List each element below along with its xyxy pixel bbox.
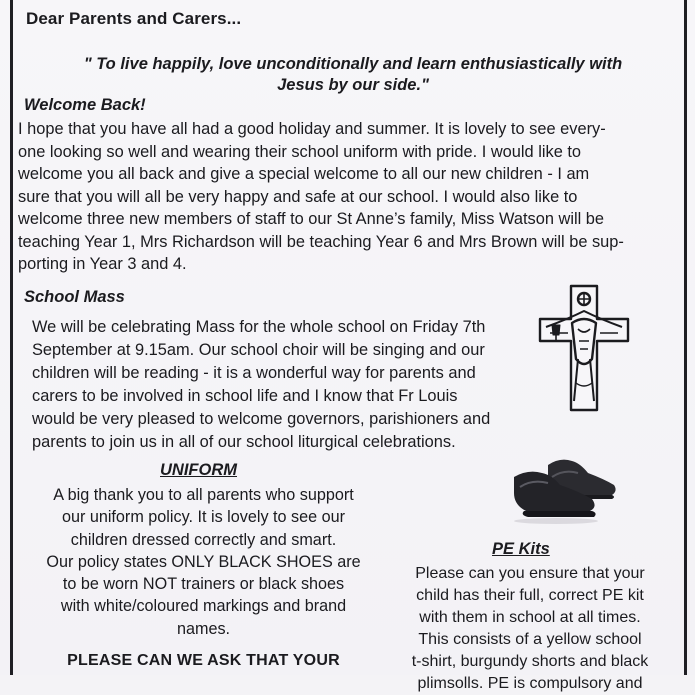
paragraph-line: This consists of a yellow school xyxy=(418,631,642,648)
paragraph-line: Please can you ensure that your xyxy=(415,565,645,582)
paragraph-line: I hope that you have all had a good holiday and summer. It is lovely to see every- xyxy=(18,120,606,138)
paragraph-line: with them in school at all times. xyxy=(419,609,641,626)
motto-line: " To live happily, love unconditionally and learn enthusiastically with xyxy=(83,55,623,73)
paragraph-line: t-shirt, burgundy shorts and black xyxy=(411,653,649,670)
paragraph-line: parents to join us in all of our school liturgical celebrations. xyxy=(32,433,456,451)
black-plimsolls-icon xyxy=(508,455,620,529)
crucifix-icon xyxy=(538,283,630,413)
pe-kits-paragraph xyxy=(386,563,674,695)
paragraph-line: our uniform policy. It is lovely to see our xyxy=(61,508,346,527)
paragraph-line: teaching Year 1, Mrs Richardson will be teaching Year 6 and Mrs Brown will be sup- xyxy=(18,232,624,251)
motto-line: Jesus by our side." xyxy=(277,76,429,94)
paragraph-line: would be very pleased to welcome governors, parishioners and xyxy=(32,410,491,428)
paragraph-line: welcome three new members of staff to our St Anne’s family, Miss Watson will be xyxy=(18,210,605,228)
greeting-heading: Dear Parents and Carers... xyxy=(26,9,242,28)
uniform-request-text: PLEASE CAN WE ASK THAT YOUR xyxy=(67,652,340,669)
paragraph-line: carers to be involved in school life and I know that Fr Louis xyxy=(32,387,458,405)
paragraph-line: Our policy states ONLY BLACK SHOES are xyxy=(46,552,361,571)
school-mass-paragraph xyxy=(32,316,532,454)
paragraph-line: plimsolls. PE is compulsory and xyxy=(417,675,643,692)
page-border-left xyxy=(10,0,13,675)
paragraph-line: September at 9.15am. Our school choir will be singing and our xyxy=(32,341,485,359)
welcome-back-heading: Welcome Back! xyxy=(24,96,146,114)
paragraph-line: child has their full, correct PE kit xyxy=(416,587,644,604)
pe-kits-heading: PE Kits xyxy=(492,540,550,558)
paragraph-line: children dressed correctly and smart. xyxy=(70,530,337,549)
paragraph-line: welcome you all back and give a special welcome to all our new children - I am xyxy=(18,165,590,183)
paragraph-line: children will be reading - it is a wonderful way for parents and xyxy=(32,364,476,382)
paragraph-line: names. xyxy=(176,619,231,638)
paragraph-line: porting in Year 3 and 4. xyxy=(18,255,187,273)
uniform-paragraph xyxy=(26,484,381,640)
page-border-right xyxy=(684,0,687,675)
welcome-back-paragraph xyxy=(18,118,678,276)
paragraph-line: with white/coloured markings and brand xyxy=(60,597,347,616)
paragraph-line: We will be celebrating Mass for the whole school on Friday 7th xyxy=(32,318,486,336)
school-motto xyxy=(28,54,678,96)
uniform-heading: UNIFORM xyxy=(160,461,237,479)
paragraph-line: A big thank you to all parents who support xyxy=(53,486,354,504)
paragraph-line: to be worn NOT trainers or black shoes xyxy=(62,575,345,594)
paragraph-line: one looking so well and wearing their school uniform with pride. I would like to xyxy=(18,142,582,161)
paragraph-line: sure that you will all be very happy and safe at our school. I would also like to xyxy=(18,187,578,206)
school-mass-heading: School Mass xyxy=(24,288,125,306)
